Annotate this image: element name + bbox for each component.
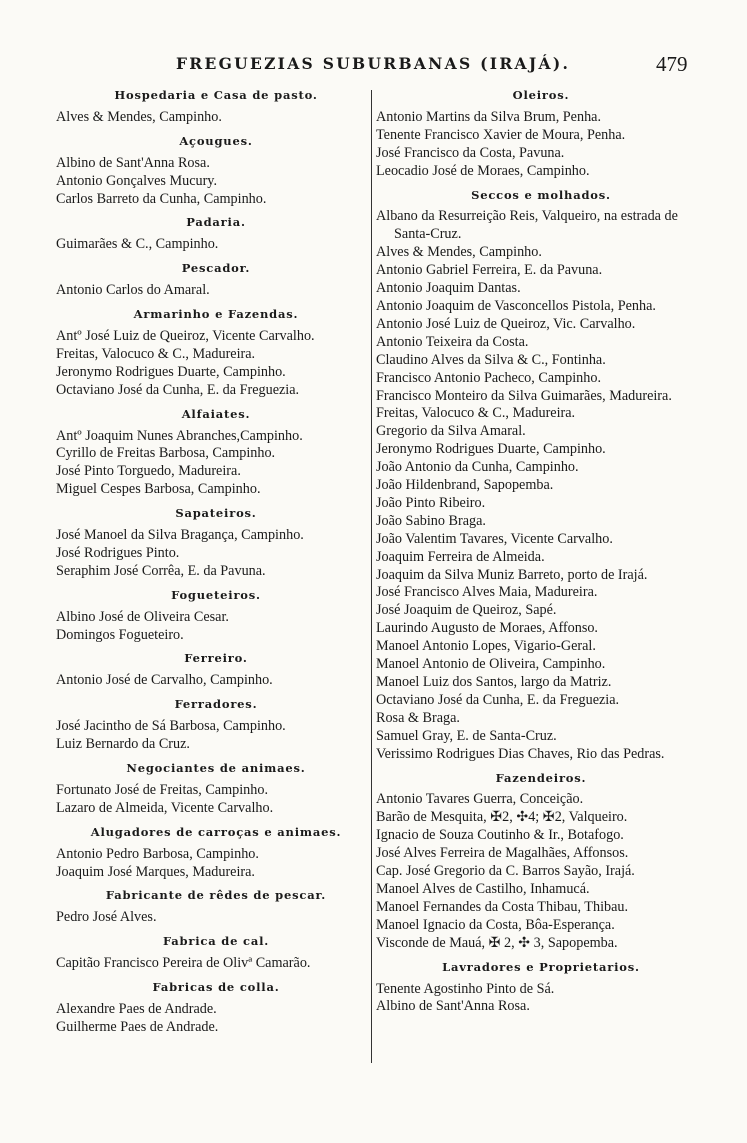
directory-entry: Freitas, Valocuco & C., Madureira. [376, 405, 576, 422]
directory-entry: José Pinto Torguedo, Madureira. [56, 463, 241, 480]
directory-entry: Claudino Alves da Silva & C., Fontinha. [376, 351, 606, 368]
directory-entry: José Joaquim de Queiroz, Sapé. [376, 602, 557, 619]
directory-entry: Jeronymo Rodrigues Duarte, Campinho. [56, 363, 286, 380]
directory-entry: Francisco Monteiro da Silva Guimarães, Madureira. [376, 387, 672, 404]
directory-entry: Tenente Agostinho Pinto de Sá. [376, 980, 555, 997]
section-heading: Hospedaria e Casa de pasto. [114, 88, 318, 102]
directory-entry: Manoel Alves de Castilho, Inhamucá. [376, 880, 590, 897]
directory-entry: Jeronymo Rodrigues Duarte, Campinho. [376, 441, 606, 458]
directory-entry: José Francisco Alves Maia, Madureira. [376, 584, 598, 601]
directory-entry: Antonio Carlos do Amaral. [56, 282, 210, 299]
directory-entry: Laurindo Augusto de Moraes, Affonso. [376, 620, 598, 637]
directory-entry: Antonio José de Carvalho, Campinho. [56, 672, 273, 689]
section-heading: Fabricante de rêdes de pescar. [105, 888, 327, 903]
directory-entry: Cap. José Gregorio da C. Barros Sayão, Irajá. [376, 863, 635, 880]
section-heading: Alfaiates. [181, 406, 251, 421]
directory-entry: João Valentim Tavares, Vicente Carvalho. [376, 530, 613, 547]
section-heading: Negociantes de animaes. [126, 761, 306, 775]
directory-entry: João Hildenbrand, Sapopemba. [376, 477, 554, 494]
section-heading: Pescador. [181, 261, 251, 276]
directory-entry: Francisco Antonio Pacheco, Campinho. [376, 369, 601, 386]
directory-entry: Octaviano José da Cunha, E. da Freguezia. [376, 691, 620, 708]
directory-entry: Antonio Teixeira da Costa. [376, 333, 529, 350]
directory-entry: Manoel Ignacio da Costa, Bôa-Esperança. [376, 916, 615, 933]
directory-entry: Visconde de Mauá, ✠ 2, ✣ 3, Sapopemba. [376, 934, 618, 951]
directory-entry: Antonio Tavares Guerra, Conceição. [376, 791, 584, 808]
right-column [376, 87, 706, 1016]
directory-entry: João Pinto Ribeiro. [376, 494, 486, 511]
directory-entry: Seraphim José Corrêa, E. da Pavuna. [56, 562, 266, 579]
directory-entry: Antonio José Luiz de Queiroz, Vic. Carvalho. [376, 315, 636, 332]
directory-entry: Manoel Luiz dos Santos, largo da Matriz. [376, 674, 612, 690]
directory-entry: Ignacio de Souza Coutinho & Ir., Botafogo. [376, 827, 624, 844]
column-divider [371, 90, 372, 1063]
section-heading: Oleiros. [512, 88, 570, 102]
directory-entry: Antonio Gabriel Ferreira, E. da Pavuna. [376, 262, 603, 279]
directory-entry: Joaquim da Silva Muniz Barreto, porto de Irajá. [376, 566, 648, 583]
directory-entry: Barão de Mesquita, ✠2, ✣4; ✠2, Valqueiro. [376, 809, 628, 826]
directory-entry: Antonio Joaquim Dantas. [376, 280, 521, 297]
section-heading: Ferreiro. [184, 651, 248, 666]
section-heading: Sapateiros. [175, 506, 257, 521]
section-heading: Seccos e molhados. [471, 187, 611, 202]
directory-entry: José Manoel da Silva Bragança, Campinho. [56, 527, 304, 544]
directory-entry: Antonio Joaquim de Vasconcellos Pistola, Penha. [376, 297, 656, 314]
directory-entry: Verissimo Rodrigues Dias Chaves, Rio das Pedras. [376, 745, 665, 762]
section-heading: Ferradores. [174, 697, 258, 712]
directory-entry: João Sabino Braga. [376, 512, 486, 529]
directory-entry: Fortunato José de Freitas, Campinho. [56, 781, 269, 798]
directory-entry: Luiz Bernardo da Cruz. [56, 736, 190, 753]
directory-entry: Pedro José Alves. [56, 909, 157, 926]
directory-entry: João Antonio da Cunha, Campinho. [376, 459, 579, 476]
section-heading: Alugadores de carroças e animaes. [90, 824, 342, 839]
directory-entry: Albano da Resurreição Reis, Valqueiro, na estrada de Santa-Cruz. [376, 208, 678, 243]
page-title: FREGUEZIAS SUBURBANAS (IRAJÁ). [176, 54, 571, 73]
directory-entry: Octaviano José da Cunha, E. da Freguezia. [56, 381, 300, 398]
section-heading: Fabricas de colla. [152, 980, 280, 995]
section-heading: Fabrica de cal. [162, 934, 270, 949]
directory-entry: Joaquim José Marques, Madureira. [56, 863, 255, 880]
directory-entry: Domingos Fogueteiro. [56, 626, 184, 643]
directory-entry: Antonio Pedro Barbosa, Campinho. [56, 845, 259, 862]
page-number: 479 [656, 52, 688, 76]
directory-entry: Rosa & Braga. [376, 709, 460, 726]
directory-entry: José Jacintho de Sá Barbosa, Campinho. [56, 718, 286, 735]
directory-entry: Manoel Fernandes da Costa Thibau, Thibau. [376, 898, 629, 915]
section-heading: Padaria. [186, 215, 246, 230]
directory-entry: Carlos Barreto da Cunha, Campinho. [56, 190, 267, 207]
directory-entry: Cyrillo de Freitas Barbosa, Campinho. [56, 445, 276, 462]
directory-entry: Capitão Francisco Pereira de Olivª Camarão. [56, 955, 311, 972]
directory-entry: Miguel Cespes Barbosa, Campinho. [56, 481, 261, 498]
directory-entry: Freitas, Valocuco & C., Madureira. [56, 345, 256, 362]
directory-entry: José Francisco da Costa, Pavuna. [376, 144, 565, 161]
directory-entry: Albino de Sant'Anna Rosa. [56, 154, 210, 171]
directory-entry: Albino José de Oliveira Cesar. [56, 608, 229, 625]
section-heading: Lavradores e Proprietarios. [442, 959, 640, 974]
directory-entry: Manoel Antonio Lopes, Vigario-Geral. [376, 638, 596, 655]
page-header [0, 52, 747, 78]
directory-entry: Samuel Gray, E. de Santa-Cruz. [376, 727, 557, 744]
directory-entry: Antº José Luiz de Queiroz, Vicente Carvalho. [56, 327, 315, 344]
directory-entry: Joaquim Ferreira de Almeida. [376, 548, 545, 565]
directory-entry: Antonio Gonçalves Mucury. [56, 172, 218, 189]
directory-entry: Alves & Mendes, Campinho. [56, 108, 222, 125]
directory-entry: Alexandre Paes de Andrade. [56, 1000, 217, 1017]
directory-entry: José Rodrigues Pinto. [56, 544, 180, 561]
directory-entry: Antonio Martins da Silva Brum, Penha. [376, 108, 602, 125]
section-heading: Fazendeiros. [495, 770, 587, 785]
directory-entry: José Alves Ferreira de Magalhães, Affonsos. [376, 845, 629, 862]
section-heading: Açougues. [179, 133, 253, 148]
left-column [56, 87, 376, 1037]
directory-entry: Guimarães & C., Campinho. [56, 236, 219, 253]
directory-entry: Manoel Antonio de Oliveira, Campinho. [376, 656, 606, 673]
directory-entry: Albino de Sant'Anna Rosa. [376, 998, 530, 1015]
directory-entry: Gregorio da Silva Amaral. [376, 423, 526, 440]
directory-entry: Guilherme Paes de Andrade. [56, 1018, 219, 1035]
directory-entry: Lazaro de Almeida, Vicente Carvalho. [56, 799, 274, 816]
directory-entry: Antº Joaquim Nunes Abranches,Campinho. [56, 427, 303, 444]
directory-entry: Tenente Francisco Xavier de Moura, Penha. [376, 126, 626, 143]
section-heading: Armarinho e Fazendas. [133, 307, 299, 322]
directory-entry: Alves & Mendes, Campinho. [376, 244, 542, 261]
section-heading: Fogueteiros. [171, 587, 261, 602]
directory-entry: Leocadio José de Moraes, Campinho. [376, 162, 590, 179]
